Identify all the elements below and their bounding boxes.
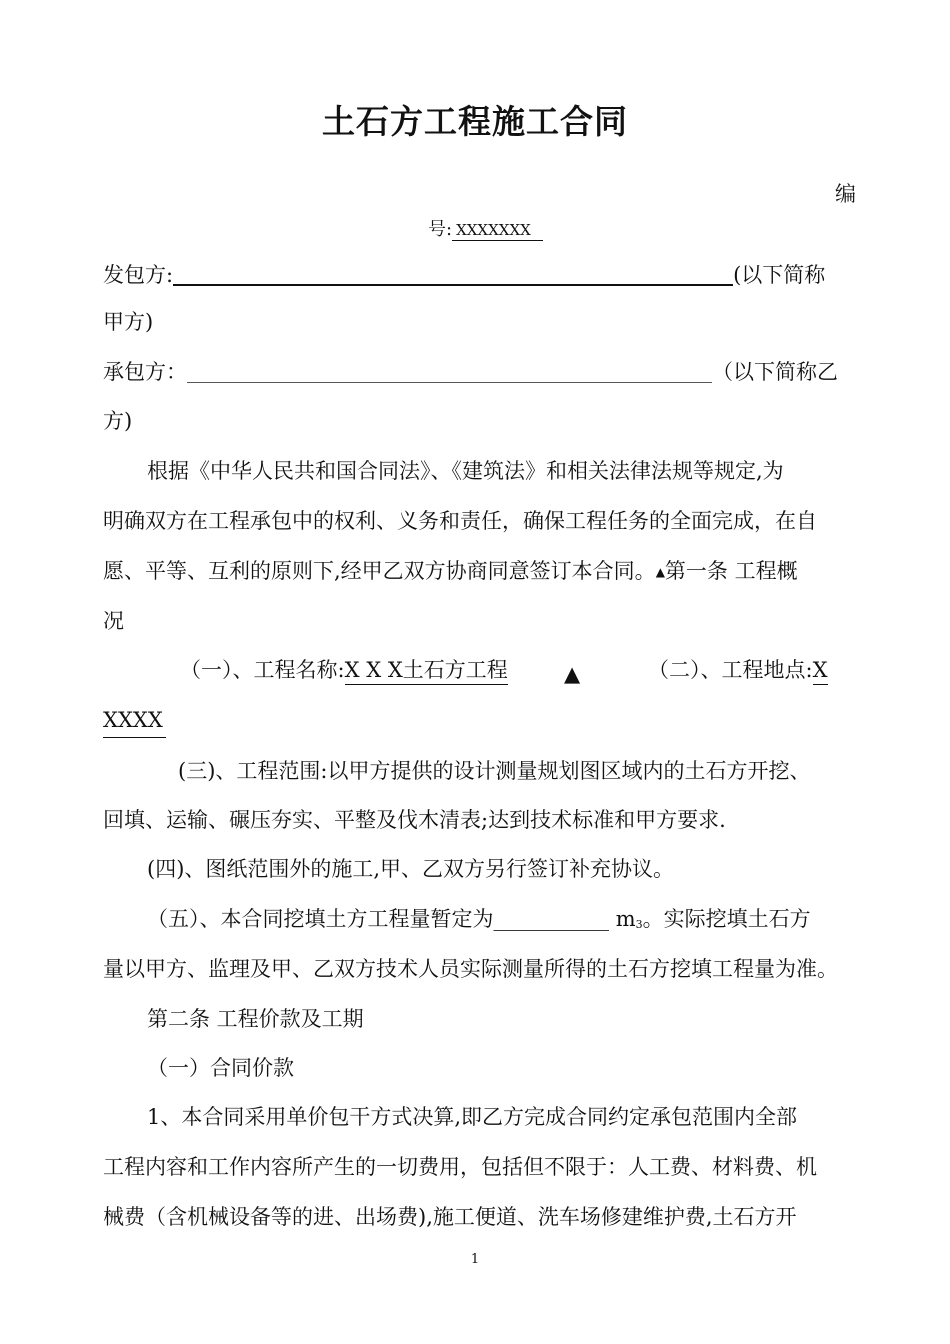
article-1-heading: 第一条 工程概 — [664, 559, 798, 583]
item-1-line — [180, 660, 508, 685]
party-a-suffix-1: (以下简称 — [733, 263, 826, 287]
project-location-value-1: X — [813, 660, 828, 685]
article-2-heading: 第二条 工程价款及工期 — [147, 1007, 364, 1031]
intro-line-3-text: 愿、平等、互利的原则下,经甲乙双方协商同意签订本合同。 — [103, 559, 656, 583]
item-2-line-2 — [103, 710, 166, 738]
party-b-suffix-1: （以下简称乙 — [712, 360, 838, 384]
intro-line-1: 根据《中华人民共和国合同法》、《建筑法》和相关法律法规等规定,为 — [147, 459, 784, 483]
item-5-line-2: 量以甲方、监理及甲、乙双方技术人员实际测量所得的土石方挖填工程量为准。 — [103, 957, 838, 981]
party-a-suffix-2: 甲方) — [103, 310, 154, 334]
party-b-line — [103, 362, 838, 383]
intro-line-3 — [103, 561, 798, 582]
document-title: 土石方工程施工合同 — [322, 102, 628, 141]
anchor-mark-icon-2: ▲ — [564, 662, 581, 686]
page-number: 1 — [470, 1252, 480, 1267]
item-1-label: （一）、工程名称: — [180, 658, 345, 682]
party-a-line — [103, 262, 825, 286]
party-b-label: 承包方： — [103, 360, 187, 384]
item-3-line-1: (三)、工程范围:以甲方提供的设计测量规划图区域内的土石方开挖、 — [178, 759, 811, 783]
item-5-prefix: （五）、本合同挖填土方工程量暂定为 — [147, 907, 494, 931]
quantity-unit: m — [615, 907, 636, 931]
contract-number-value: XXXXXXX — [452, 223, 543, 241]
project-name-value: X X X土石方工程 — [345, 660, 508, 685]
clause-1-line-1: 1、本合同采用单价包干方式决算,即乙方完成合同约定承包范围内全部 — [147, 1105, 798, 1129]
item-3-line-2: 回填、运输、碾压夯实、平整及伐木清表;达到技术标准和甲方要求. — [103, 808, 726, 832]
number-label-2: 号: — [428, 219, 453, 240]
item-4-line: (四)、图纸范围外的施工,甲、乙双方另行签订补充协议。 — [147, 857, 675, 881]
intro-line-4: 况 — [103, 609, 124, 633]
item-5-line-1 — [147, 909, 811, 930]
number-line — [428, 221, 543, 241]
number-label-1: 编 — [835, 182, 856, 206]
quantity-unit-sup: 3 — [635, 918, 643, 931]
anchor-mark-icon: ▲ — [655, 565, 665, 579]
clause-1-line-2: 工程内容和工作内容所产生的一切费用，包括但不限于：人工费、材料费、机 — [103, 1155, 817, 1179]
project-location-value-2: XXXX — [103, 710, 166, 738]
party-a-blank — [173, 262, 733, 286]
sub-heading-contract-price: （一）合同价款 — [147, 1056, 294, 1080]
party-a-label: 发包方: — [103, 263, 174, 287]
item-5-suffix: 。实际挖填土石方 — [642, 907, 811, 931]
item-2-label: （二）、工程地点: — [648, 658, 813, 682]
party-b-blank — [187, 366, 712, 383]
clause-1-line-3: 械费（含机械设备等的进、出场费),施工便道、洗车场修建维护费,土石方开 — [103, 1205, 797, 1229]
party-b-suffix-2: 方) — [103, 409, 133, 433]
intro-line-2: 明确双方在工程承包中的权利、义务和责任，确保工程任务的全面完成，在自 — [103, 509, 817, 533]
item-2-line — [648, 660, 828, 685]
quantity-blank: ___________ — [493, 907, 609, 931]
